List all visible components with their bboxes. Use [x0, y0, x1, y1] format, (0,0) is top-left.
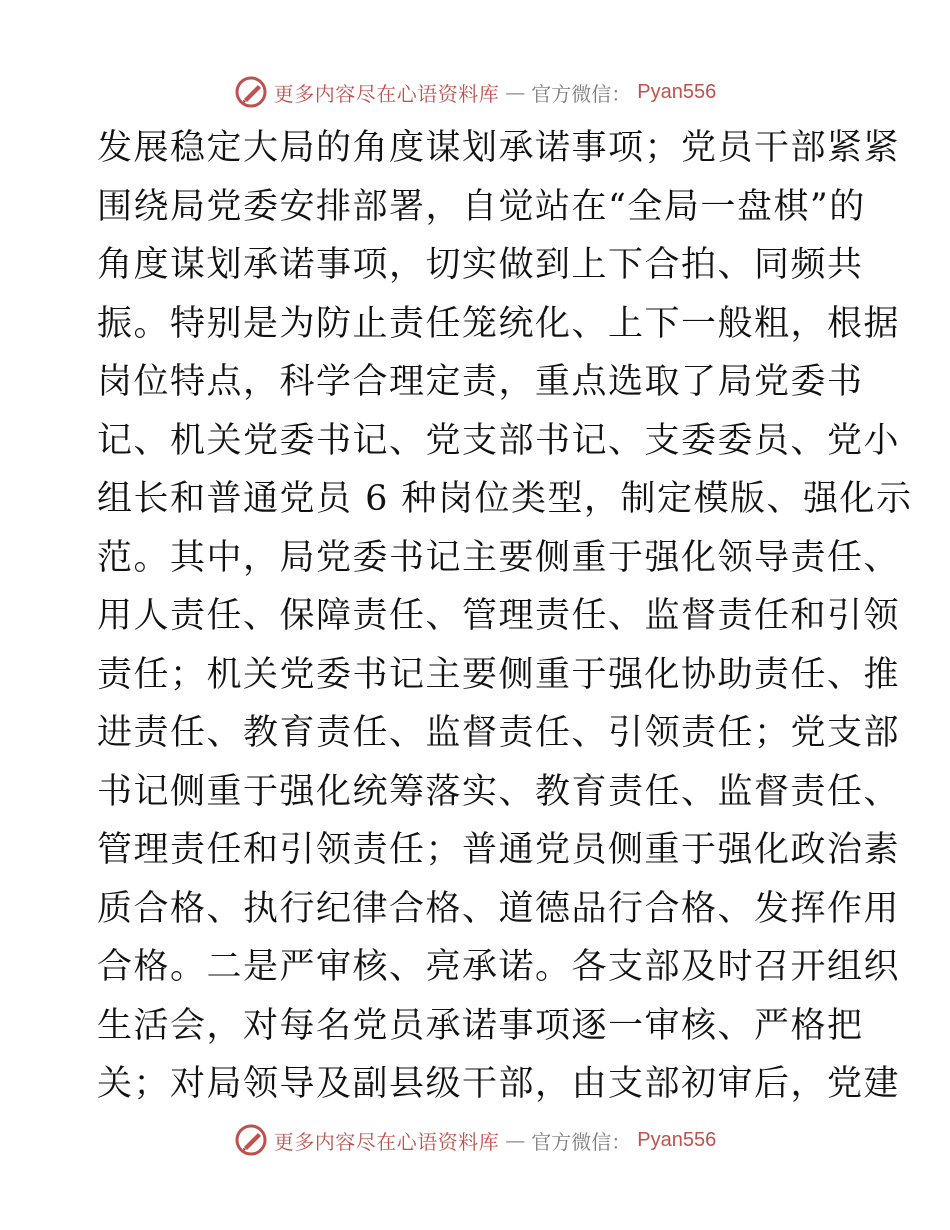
- body-line: 发展稳定大局的角度谋划承诺事项；党员干部紧紧: [97, 128, 901, 168]
- body-line: 岗位特点，科学合理定责，重点选取了局党委书: [97, 362, 864, 402]
- body-line: 关；对局领导及副县级干部，由支部初审后，党建: [97, 1064, 901, 1104]
- body-line: 围绕局党委安排部署，自觉站在“全局一盘棋”的: [97, 186, 866, 227]
- document-body: [97, 119, 913, 1114]
- body-line: 范。其中，局党委书记主要侧重于强化领导责任、: [97, 537, 901, 578]
- watermark-label: 官方微信：: [531, 81, 632, 106]
- pen-logo-icon: [234, 1123, 268, 1157]
- body-line: 书记侧重于强化统筹落实、教育责任、监督责任、: [97, 771, 901, 812]
- pen-logo-icon: [234, 75, 268, 109]
- watermark-dash: —: [505, 80, 526, 104]
- body-line: 生活会，对每名党员承诺事项逐一审核、严格把: [97, 1005, 864, 1046]
- watermark-id: Pyan556: [637, 1128, 717, 1151]
- body-line: 组长和普通党员 6 种岗位类型，制定模版、强化示: [97, 479, 913, 519]
- body-line: 合格。二是严审核、亮承诺。各支部及时召开组织: [97, 947, 901, 987]
- body-line: 角度谋划承诺事项，切实做到上下合拍、同频共: [97, 245, 864, 285]
- watermark-label: 官方微信：: [531, 1129, 632, 1154]
- watermark-id: Pyan556: [637, 80, 717, 103]
- watermark-site-text: 更多内容尽在心语资料库: [273, 81, 500, 106]
- body-line: 管理责任和引领责任；普通党员侧重于强化政治素: [97, 830, 901, 870]
- body-line: 用人责任、保障责任、管理责任、监督责任和引领: [97, 596, 901, 636]
- footer-watermark: [0, 1120, 950, 1160]
- body-line: 振。特别是为防止责任笼统化、上下一般粗，根据: [97, 303, 901, 344]
- body-line: 责任；机关党委书记主要侧重于强化协助责任、推: [97, 654, 901, 695]
- body-line: 进责任、教育责任、监督责任、引领责任；党支部: [97, 713, 901, 753]
- header-watermark: [0, 72, 950, 112]
- watermark-dash: —: [505, 1128, 526, 1152]
- body-line: 质合格、执行纪律合格、道德品行合格、发挥作用: [97, 888, 901, 929]
- body-line: 记、机关党委书记、党支部书记、支委委员、党小: [97, 420, 901, 461]
- watermark-site-text: 更多内容尽在心语资料库: [273, 1129, 500, 1154]
